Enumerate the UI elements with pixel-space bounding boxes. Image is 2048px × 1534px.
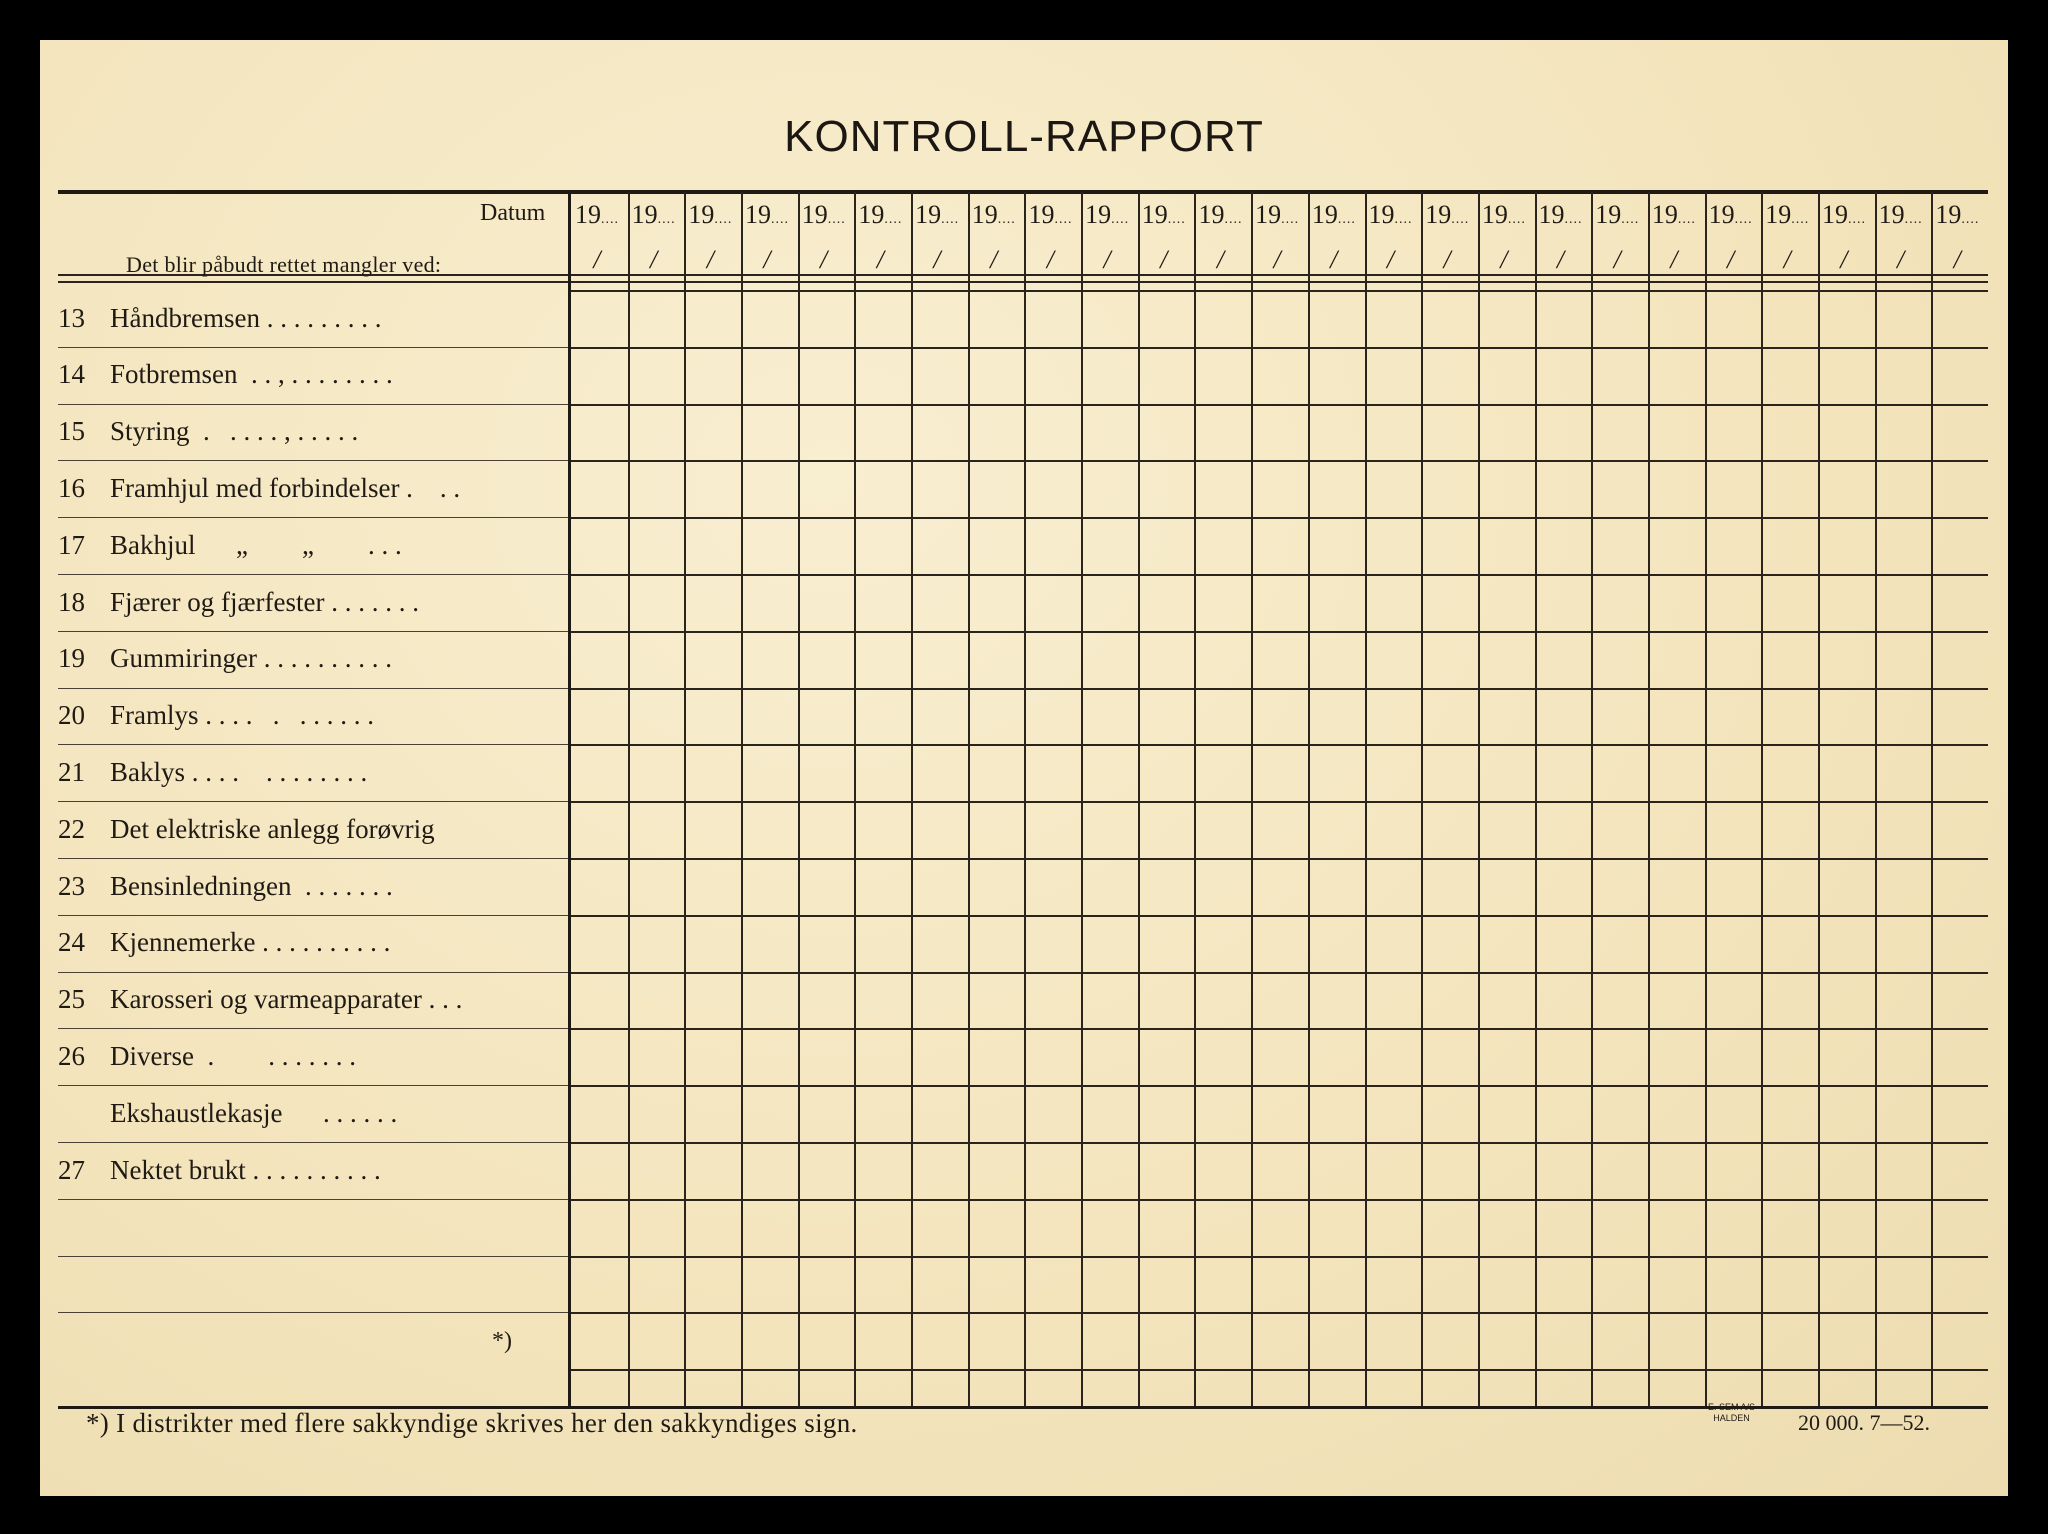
printer-imprint <box>1708 1402 1755 1424</box>
inspection-item <box>58 460 568 516</box>
year-blank: .... <box>941 212 960 227</box>
item-label: Håndbremsen . . . . . . . . . <box>110 302 382 333</box>
grid-column-line <box>1365 192 1367 1408</box>
grid-column-line <box>1818 192 1820 1408</box>
date-year-field[interactable] <box>1879 200 1923 230</box>
grid-row-line <box>571 631 1988 633</box>
date-day-month-field[interactable]: / <box>1103 245 1111 274</box>
item-number: 15 <box>58 416 85 447</box>
inspection-item <box>58 801 568 857</box>
grid-row-line <box>571 1199 1988 1201</box>
inspection-item <box>58 1028 568 1084</box>
datum-label: Datum <box>480 200 546 226</box>
printer-name: E. SEM A/S <box>1708 1402 1756 1412</box>
item-label: Ekshaustlekasje . . . . . . <box>110 1097 398 1128</box>
item-label: Diverse . . . . . . . . <box>110 1040 356 1071</box>
date-day-month-field[interactable]: / <box>1783 245 1791 274</box>
year-prefix: 19 <box>631 200 658 229</box>
date-year-field[interactable] <box>1765 200 1809 230</box>
year-prefix: 19 <box>801 200 828 229</box>
item-number: 13 <box>58 302 85 333</box>
grid-row-line <box>571 972 1988 974</box>
year-blank: .... <box>1337 212 1356 227</box>
inspection-item <box>58 744 568 800</box>
grid-row-line <box>571 688 1988 690</box>
date-year-field[interactable] <box>745 200 789 230</box>
year-prefix: 19 <box>1425 200 1452 229</box>
year-blank: .... <box>997 212 1016 227</box>
year-prefix: 19 <box>1255 200 1282 229</box>
item-number: 25 <box>58 984 85 1015</box>
date-year-field[interactable] <box>1822 200 1866 230</box>
grid-row-line <box>571 1142 1988 1144</box>
year-prefix: 19 <box>1821 200 1848 229</box>
year-blank: .... <box>1224 212 1243 227</box>
year-blank: .... <box>1281 212 1300 227</box>
item-number: 19 <box>58 643 85 674</box>
label-row-line <box>58 1199 568 1200</box>
grid-row-line <box>571 744 1988 746</box>
grid-row-line <box>571 404 1988 406</box>
year-blank: .... <box>657 212 676 227</box>
grid-column-line <box>1535 192 1537 1408</box>
item-number: 14 <box>58 359 85 390</box>
grid-row-line <box>571 290 1988 292</box>
top-rule <box>58 190 1988 194</box>
grid-column-line <box>1251 192 1253 1408</box>
item-label: Fjærer og fjærfester . . . . . . . <box>110 586 419 617</box>
date-day-month-field[interactable]: / <box>1500 245 1508 274</box>
year-prefix: 19 <box>1595 200 1622 229</box>
item-number: 16 <box>58 472 85 503</box>
grid-column-line <box>1478 192 1480 1408</box>
header-rule-2 <box>58 281 1988 283</box>
date-year-field[interactable] <box>1709 200 1753 230</box>
inspection-item <box>58 290 568 346</box>
label-row-line <box>58 1256 568 1257</box>
item-number: 22 <box>58 813 85 844</box>
inspection-item <box>58 1085 568 1141</box>
grid-row-line <box>571 574 1988 576</box>
date-day-month-field[interactable]: / <box>706 245 714 274</box>
year-prefix: 19 <box>575 200 601 229</box>
inspection-item <box>58 972 568 1028</box>
item-number: 23 <box>58 870 85 901</box>
year-blank: .... <box>601 212 619 227</box>
grid-column-line <box>1591 192 1593 1408</box>
date-day-month-field[interactable]: / <box>1046 245 1054 274</box>
date-day-month-field[interactable]: / <box>876 245 884 274</box>
year-prefix: 19 <box>1935 200 1962 229</box>
date-year-field[interactable] <box>575 200 619 230</box>
grid-column-line <box>1931 192 1933 1408</box>
date-day-month-field[interactable]: / <box>593 245 601 274</box>
item-label: Bensinledningen . . . . . . . <box>110 870 393 901</box>
grid-row-line <box>571 1369 1988 1371</box>
date-day-month-field[interactable]: / <box>1840 245 1848 274</box>
year-prefix: 19 <box>1028 200 1055 229</box>
year-blank: .... <box>1791 212 1810 227</box>
date-day-month-field[interactable]: / <box>1443 245 1451 274</box>
year-blank: .... <box>884 212 903 227</box>
item-label: Karosseri og varmeapparater . . . <box>110 984 463 1015</box>
year-blank: .... <box>1451 212 1470 227</box>
date-day-month-field[interactable]: / <box>1386 245 1395 274</box>
item-number: 27 <box>58 1154 85 1185</box>
grid-row-line <box>571 1028 1988 1030</box>
date-day-month-field[interactable]: / <box>763 245 771 274</box>
grid-row-line <box>571 915 1988 917</box>
inspection-item <box>58 631 568 687</box>
inspection-item <box>58 1142 568 1198</box>
year-prefix: 19 <box>1085 200 1112 229</box>
year-prefix: 19 <box>1765 200 1792 229</box>
label-column-separator <box>568 192 571 1408</box>
grid-row-line <box>571 460 1988 462</box>
date-day-month-field[interactable]: / <box>1273 245 1281 274</box>
grid-column-line <box>1138 192 1140 1408</box>
year-blank: .... <box>1111 212 1130 227</box>
year-prefix: 19 <box>1708 200 1735 229</box>
item-label: Bakhjul „ „ . . . <box>110 529 402 560</box>
grid-column-line <box>798 192 800 1408</box>
item-number: 24 <box>58 927 85 958</box>
date-year-field[interactable] <box>972 200 1016 230</box>
date-day-month-field[interactable]: / <box>820 245 828 274</box>
date-day-month-field[interactable]: / <box>1726 245 1735 274</box>
year-prefix: 19 <box>971 200 998 229</box>
date-day-month-field[interactable]: / <box>1670 245 1678 274</box>
grid-row-line <box>571 801 1988 803</box>
grid-column-line <box>854 192 856 1408</box>
grid-row-line <box>571 347 1988 349</box>
date-year-field[interactable] <box>1085 200 1129 230</box>
item-number: 17 <box>58 529 85 560</box>
date-day-month-field[interactable]: / <box>1556 245 1565 274</box>
item-number: 20 <box>58 700 85 731</box>
year-prefix: 19 <box>1538 200 1565 229</box>
inspection-item <box>58 858 568 914</box>
date-year-field[interactable] <box>632 200 676 230</box>
year-blank: .... <box>1054 212 1073 227</box>
item-number: 18 <box>58 586 85 617</box>
print-run: 20 000. 7—52. <box>1798 1410 1930 1435</box>
date-year-field[interactable] <box>1312 200 1356 230</box>
item-label: Fotbremsen . . , . . . . . . . . <box>110 359 393 390</box>
year-blank: .... <box>1961 212 1980 227</box>
year-prefix: 19 <box>1141 200 1168 229</box>
date-year-field[interactable] <box>1652 200 1696 230</box>
year-blank: .... <box>1734 212 1753 227</box>
item-label: Styring . . . . . , . . . . . <box>110 416 359 447</box>
page-title: KONTROLL-RAPPORT <box>784 112 1264 161</box>
grid-column-line <box>1761 192 1763 1408</box>
grid-column-line <box>684 192 686 1408</box>
label-row-line <box>58 1312 568 1313</box>
date-day-month-field[interactable]: / <box>1896 245 1905 274</box>
item-label: Kjennemerke . . . . . . . . . . <box>110 927 391 958</box>
year-blank: .... <box>1564 212 1583 227</box>
year-prefix: 19 <box>858 200 885 229</box>
grid-column-line <box>1081 192 1083 1408</box>
grid-row-line <box>571 1312 1988 1314</box>
grid-column-line <box>968 192 970 1408</box>
date-day-month-field[interactable]: / <box>1160 245 1168 274</box>
date-year-field[interactable] <box>1425 200 1469 230</box>
year-blank: .... <box>1677 212 1696 227</box>
date-day-month-field[interactable]: / <box>650 245 658 274</box>
year-blank: .... <box>1167 212 1186 227</box>
item-label: Det elektriske anlegg forøvrig <box>110 813 435 844</box>
year-prefix: 19 <box>1878 200 1905 229</box>
date-day-month-field[interactable]: / <box>1613 245 1621 274</box>
footnote-text: *) I distrikter med flere sakkyndige skrives her den sakkyndiges sign. <box>86 1408 858 1438</box>
inspection-item <box>58 688 568 744</box>
footnote-marker: *) <box>492 1328 512 1354</box>
grid-row-line <box>571 517 1988 519</box>
year-prefix: 19 <box>1651 200 1678 229</box>
year-blank: .... <box>1394 212 1413 227</box>
date-year-field[interactable] <box>1482 200 1526 230</box>
year-prefix: 19 <box>745 200 772 229</box>
year-prefix: 19 <box>688 200 715 229</box>
item-number: 21 <box>58 756 85 787</box>
inspection-item <box>58 517 568 573</box>
date-day-month-field[interactable]: / <box>1216 245 1225 274</box>
date-year-field[interactable] <box>858 200 902 230</box>
year-prefix: 19 <box>1481 200 1508 229</box>
date-year-field[interactable] <box>1539 200 1583 230</box>
year-prefix: 19 <box>1311 200 1338 229</box>
year-blank: .... <box>1904 212 1923 227</box>
grid-column-line <box>911 192 913 1408</box>
year-blank: .... <box>1847 212 1866 227</box>
item-label: Gummiringer . . . . . . . . . . <box>110 643 392 674</box>
printer-city: HALDEN <box>1713 1413 1750 1423</box>
date-year-field[interactable] <box>1028 200 1072 230</box>
year-blank: .... <box>1507 212 1526 227</box>
date-year-field[interactable] <box>688 200 732 230</box>
year-blank: .... <box>827 212 846 227</box>
date-year-field[interactable] <box>1595 200 1639 230</box>
inspection-item <box>58 574 568 630</box>
item-label: Framlys . . . . . . . . . . . <box>110 700 375 731</box>
grid-row-line <box>571 1256 1988 1258</box>
item-label: Baklys . . . . . . . . . . . . <box>110 756 368 787</box>
date-day-month-field[interactable]: / <box>933 245 941 274</box>
year-prefix: 19 <box>1198 200 1225 229</box>
grid-column-line <box>1024 192 1026 1408</box>
report-card <box>40 40 2008 1496</box>
year-prefix: 19 <box>1368 200 1395 229</box>
date-year-field[interactable] <box>1142 200 1186 230</box>
inspection-item <box>58 915 568 971</box>
date-year-field[interactable] <box>1255 200 1299 230</box>
date-day-month-field[interactable]: / <box>1953 245 1961 274</box>
grid-row-line <box>571 1085 1988 1087</box>
date-year-field[interactable] <box>802 200 846 230</box>
year-blank: .... <box>771 212 790 227</box>
item-label: Framhjul med forbindelser . . . <box>110 472 461 503</box>
date-year-field[interactable] <box>1198 200 1242 230</box>
inspection-item <box>58 347 568 403</box>
date-day-month-field[interactable]: / <box>1330 245 1338 274</box>
date-year-field[interactable] <box>1935 200 1979 230</box>
year-blank: .... <box>1621 212 1640 227</box>
item-label: Nektet brukt . . . . . . . . . . <box>110 1154 381 1185</box>
header-subtitle: Det blir påbudt rettet mangler ved: <box>126 252 442 277</box>
date-year-field[interactable] <box>1369 200 1413 230</box>
grid-column-line <box>1648 192 1650 1408</box>
inspection-item <box>58 404 568 460</box>
grid-column-line <box>1875 192 1877 1408</box>
grid-column-line <box>1705 192 1707 1408</box>
grid-column-line <box>741 192 743 1408</box>
year-prefix: 19 <box>915 200 942 229</box>
date-year-field[interactable] <box>915 200 959 230</box>
grid-column-line <box>1421 192 1423 1408</box>
item-number: 26 <box>58 1040 85 1071</box>
grid-column-line <box>1308 192 1310 1408</box>
grid-row-line <box>571 858 1988 860</box>
grid-column-line <box>628 192 630 1408</box>
date-day-month-field[interactable]: / <box>990 245 998 274</box>
year-blank: .... <box>714 212 733 227</box>
grid-column-line <box>1194 192 1196 1408</box>
